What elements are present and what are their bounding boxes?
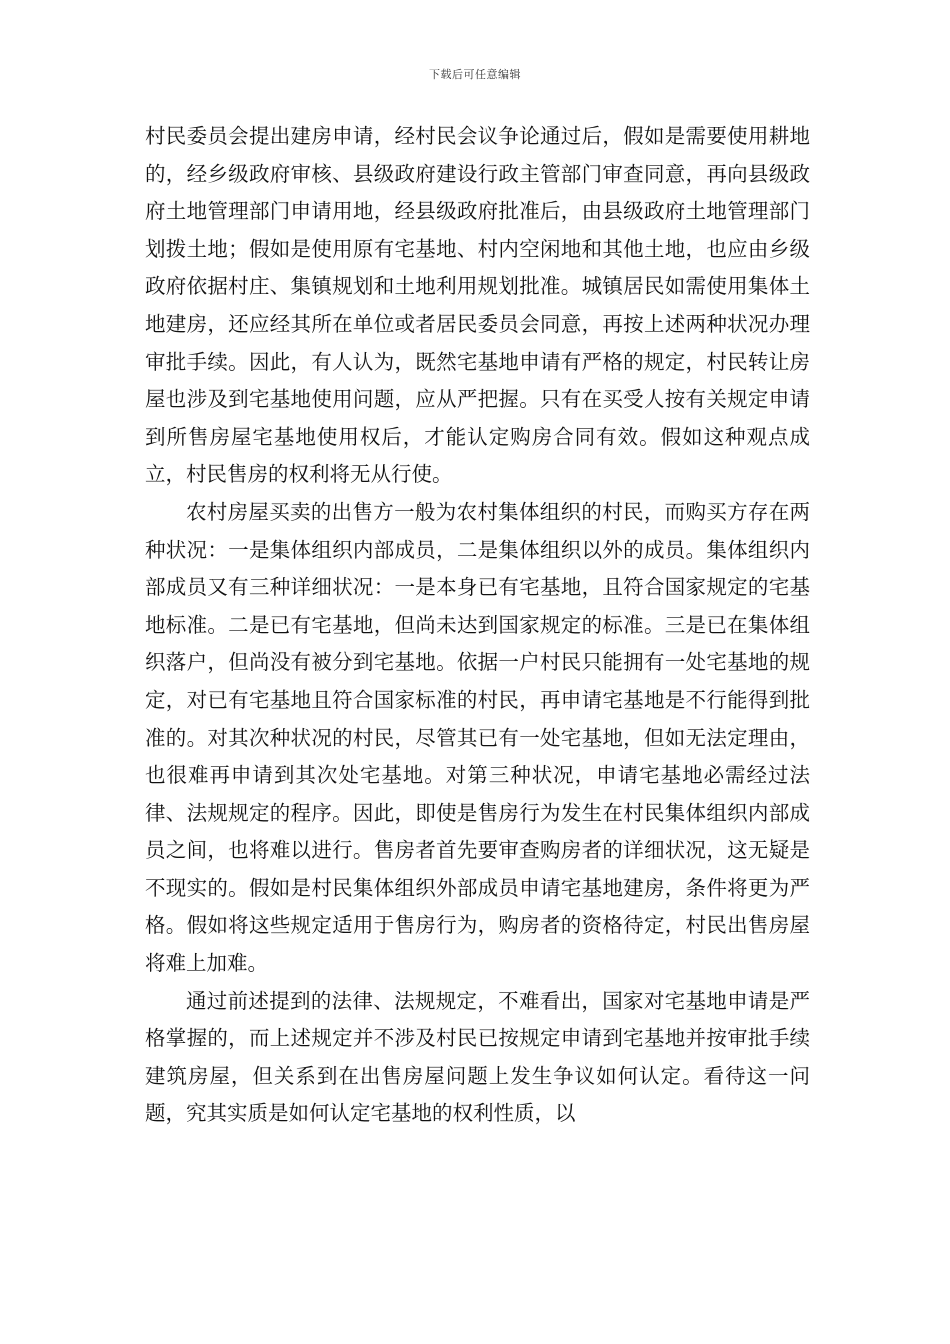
paragraph-2: 农村房屋买卖的出售方一般为农村集体组织的村民，而购买方存在两种状况：一是集体组织内部成员，二是集体组织以外的成员。集体组织内部成员又有三种详细状况：一是本身已有宅基地，且符合国家规定的宅基地标准。二是已有宅基地，但尚未达到国家规定的标准。三是已在集体组织落户，但尚没有被分到宅基地。依据一户村民只能拥有一处宅基地的规定，对已有宅基地且符合国家标准的村民，再申请宅基地是不行能得到批准的。对其次种状况的村民，尽管其已有一处宅基地，但如无法定理由，也很难再申请到其次处宅基地。对第三种状况，申请宅基地必需经过法律、法规规定的程序。因此，即使是售房行为发生在村民集体组织内部成员之间，也将难以进行。售房者首先要审查购房者的详细状况，这无疑是不现实的。假如是村民集体组织外部成员申请宅基地建房，条件将更为严格。假如将这些规定适用于售房行为，购房者的资格待定，村民出售房屋将难上加难。 [145,499,810,976]
page-header: 下载后可任意编辑 [429,68,521,81]
document-body [145,118,810,1133]
paragraph-1: 村民委员会提出建房申请，经村民会议争论通过后，假如是需要使用耕地的，经乡级政府审核、县级政府建设行政主管部门审查同意，再向县级政府土地管理部门申请用地，经县级政府批准后，由县级政府土地管理部门划拨土地；假如是使用原有宅基地、村内空闲地和其他土地，也应由乡级政府依据村庄、集镇规划和土地利用规划批准。城镇居民如需使用集体土地建房，还应经其所在单位或者居民委员会同意，再按上述两种状况办理审批手续。因此，有人认为，既然宅基地申请有严格的规定，村民转让房屋也涉及到宅基地使用问题，应从严把握。只有在买受人按有关规定申请到所售房屋宅基地使用权后，才能认定购房合同有效。假如这种观点成立，村民售房的权利将无从行使。 [145,124,810,487]
paragraph-3: 通过前述提到的法律、法规规定，不难看出，国家对宅基地申请是严格掌握的，而上述规定并不涉及村民已按规定申请到宅基地并按审批手续建筑房屋，但关系到在出售房屋问题上发生争议如何认定。看待这一问题，究其实质是如何认定宅基地的权利性质，以 [145,988,810,1126]
